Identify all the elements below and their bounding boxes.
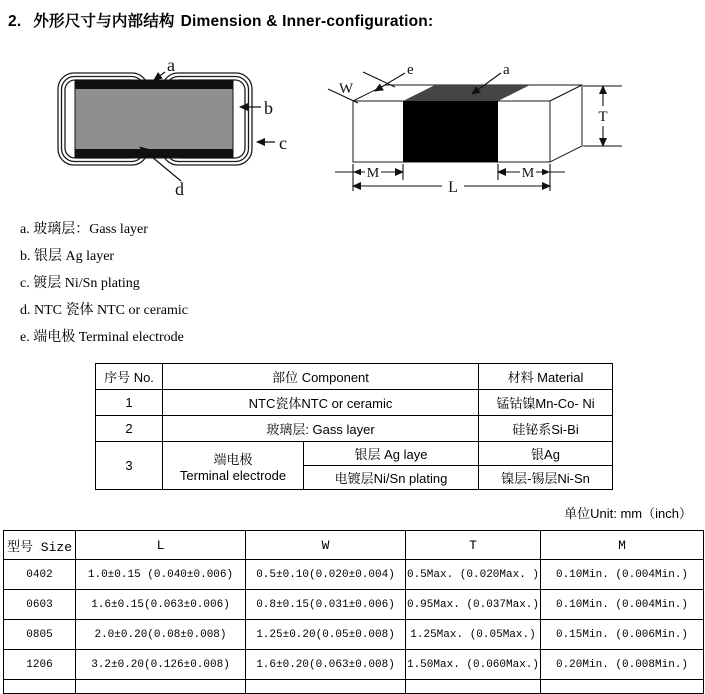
cell-no-2: 2 (96, 416, 163, 442)
col-header-w: W (246, 531, 406, 560)
label-c: c (279, 133, 287, 153)
terminal-electrode-en: Terminal electrode (179, 467, 287, 483)
cell-w: 1.25±0.20(0.05±0.008) (246, 620, 406, 650)
cell-t: 1.25Max. (0.05Max.) (406, 620, 541, 650)
col-header-component: 部位 Component (163, 364, 479, 390)
cell-t: 0.5Max. (0.020Max. ) (406, 560, 541, 590)
cell-l: 3.2±0.20(0.126±0.008) (76, 650, 246, 680)
legend-item-c: c. 镀层 Ni/Sn plating (20, 276, 140, 291)
label-e: e (407, 62, 414, 78)
cross-section-diagram (40, 55, 315, 205)
cell-w: 0.8±0.15(0.031±0.006) (246, 590, 406, 620)
silver-layer-top (75, 80, 233, 89)
m-left-arrow (353, 169, 361, 175)
legend-item-b: b. 银层 Ag layer (20, 249, 115, 264)
legend-item-d: d. NTC 瓷体 NTC or ceramic (20, 303, 188, 318)
legend-item-e: e. 端电极 Terminal electrode (20, 330, 184, 345)
cell-component-1: NTC瓷体NTC or ceramic (163, 390, 479, 416)
page-title (8, 9, 433, 31)
table-row (4, 620, 704, 650)
unit-note: 单位Unit: mm（inch） (564, 506, 692, 521)
cell-no-1: 1 (96, 390, 163, 416)
cell-size: 1206 (4, 650, 76, 680)
dimension-diagram (315, 58, 650, 203)
label-m-right: M (521, 166, 535, 181)
label-a2: a (503, 62, 510, 78)
cell-material-ag: 银Ag (479, 442, 613, 466)
table-row (4, 531, 704, 560)
table-row (96, 416, 613, 442)
cell-size: 0603 (4, 590, 76, 620)
label-w: W (339, 81, 354, 97)
cell-t: 0.95Max. (0.037Max.) (406, 590, 541, 620)
cell-m: 0.10Min. (0.004Min.) (541, 590, 704, 620)
cell-l: 1.6±0.15(0.063±0.006) (76, 590, 246, 620)
table-row (4, 650, 704, 680)
size-dimension-table (3, 530, 704, 694)
table-row (96, 364, 613, 390)
cell-m: 0.10Min. (0.004Min.) (541, 560, 704, 590)
table-row (96, 442, 613, 466)
col-header-l: L (76, 531, 246, 560)
cell-t: 1.50Max. (0.060Max.) (406, 650, 541, 680)
cell-size: 0402 (4, 560, 76, 590)
legend-item-a: a. 玻璃层：Gass layer (20, 222, 148, 237)
cell-m: 0.20Min. (0.008Min.) (541, 650, 704, 680)
label-t: T (598, 109, 608, 125)
label-d: d (175, 179, 184, 199)
col-header-size: 型号 Size (4, 531, 76, 560)
label-m-left: M (366, 166, 380, 181)
silver-layer-bottom (75, 149, 233, 158)
layer-legend (20, 216, 188, 351)
label-l: L (448, 179, 458, 196)
terminal-electrode-zh: 端电极 (213, 451, 253, 467)
cell-subpart-plating: 电镀层Ni/Sn plating (304, 466, 479, 490)
cell-component-2: 玻璃层: Gass layer (163, 416, 479, 442)
ceramic-body (75, 80, 233, 158)
electrode-front-face (403, 101, 498, 162)
cell-component-3 (163, 442, 304, 490)
table-row (4, 590, 704, 620)
col-header-no: 序号 No. (96, 364, 163, 390)
col-header-t: T (406, 531, 541, 560)
col-header-m: M (541, 531, 704, 560)
cell-size: 0805 (4, 620, 76, 650)
cell-m: 0.15Min. (0.006Min.) (541, 620, 704, 650)
cell-no-3: 3 (96, 442, 163, 490)
cell-w: 0.5±0.10(0.020±0.004) (246, 560, 406, 590)
section-title-zh: 外形尺寸与内部结构 (33, 13, 175, 30)
section-number: 2. (8, 13, 22, 30)
label-b: b (264, 98, 273, 118)
table-row (96, 390, 613, 416)
label-a: a (167, 55, 175, 75)
cell-material-2: 硅铋系Si-Bi (479, 416, 613, 442)
component-material-table (95, 363, 613, 490)
cell-material-1: 锰钴镍Mn-Co- Ni (479, 390, 613, 416)
section-title-en: Dimension & Inner-configuration: (180, 13, 434, 30)
cell-l: 2.0±0.20(0.08±0.008) (76, 620, 246, 650)
cell-subpart-ag: 银层 Ag laye (304, 442, 479, 466)
cell-material-plating: 镍层-锡层Ni-Sn (479, 466, 613, 490)
m-right-arrow (542, 169, 550, 175)
table-row-clipped (4, 680, 704, 694)
cell-w: 1.6±0.20(0.063±0.008) (246, 650, 406, 680)
col-header-material: 材料 Material (479, 364, 613, 390)
cell-l: 1.0±0.15 (0.040±0.006) (76, 560, 246, 590)
table-row (4, 560, 704, 590)
